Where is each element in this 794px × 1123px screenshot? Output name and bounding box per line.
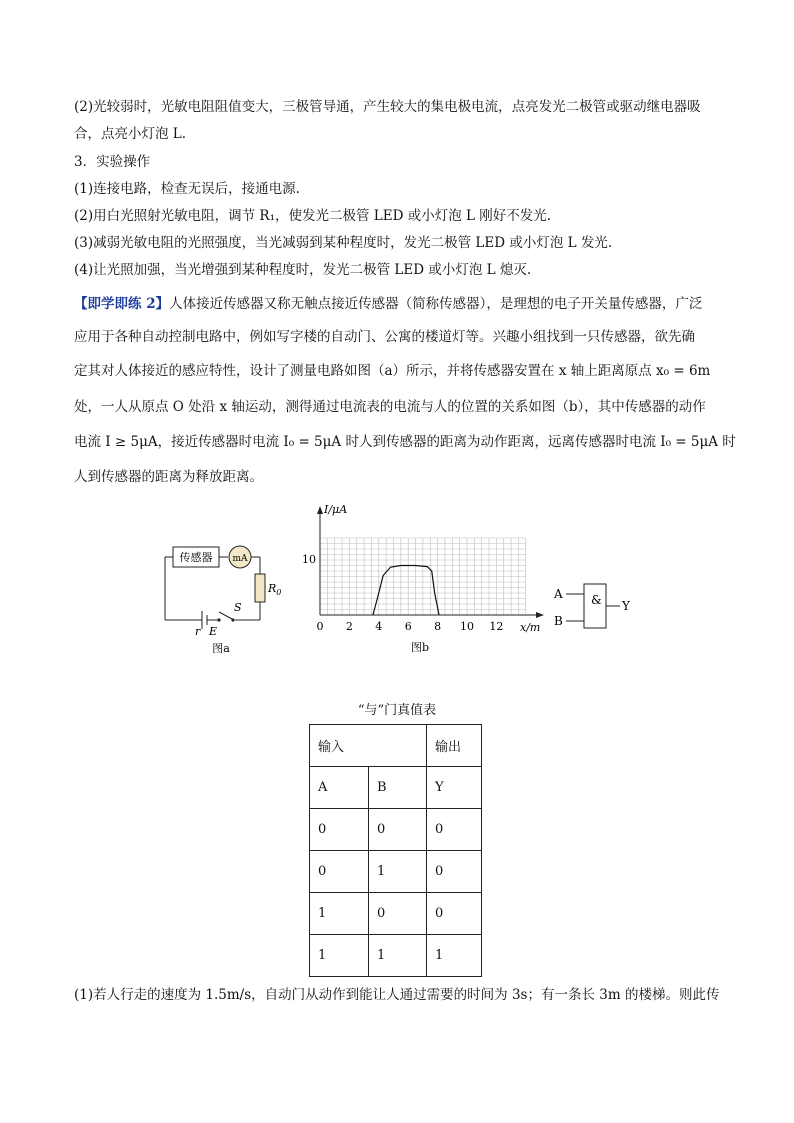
x-tick-label: 12 bbox=[489, 620, 504, 633]
table-cell: 0 bbox=[427, 893, 482, 935]
table-cell: 1 bbox=[310, 893, 369, 935]
table-row bbox=[310, 893, 482, 935]
question-line: 定其对人体接近的感应特性，设计了测量电路如图（a）所示，并将传感器安置在 x 轴上距离原点 x₀ = 6m bbox=[74, 363, 711, 379]
internal-resistance-label: r bbox=[195, 625, 201, 638]
x-axis-arrow-icon bbox=[536, 612, 544, 618]
paragraph-line: 合，点亮小灯泡 L. bbox=[74, 126, 187, 142]
table-cell: 0 bbox=[310, 809, 369, 851]
sub-question-1: (1)若人行走的速度为 1.5m/s，自动门从动作到能让人通过需要的时间为 3s；有一条长 3m 的楼梯。则此传 bbox=[74, 987, 720, 1003]
step-2: (2)用白光照射光敏电阻，调节 R₁，使发光二极管 LED 或小灯泡 L 刚好不发光. bbox=[74, 208, 552, 224]
gate-symbol: & bbox=[591, 593, 602, 607]
table-cell: 0 bbox=[427, 809, 482, 851]
y-axis-label: I/μA bbox=[324, 503, 348, 516]
figure-a-caption: 图a bbox=[212, 642, 230, 655]
table-cell: 0 bbox=[369, 809, 427, 851]
question-line: 人到传感器的距离为释放距离。 bbox=[74, 469, 263, 485]
table-row bbox=[310, 767, 482, 809]
column-header: Y bbox=[427, 767, 482, 809]
x-tick-label: 6 bbox=[404, 620, 412, 633]
table-row bbox=[310, 725, 482, 767]
column-header: A bbox=[310, 767, 369, 809]
table-row bbox=[310, 935, 482, 977]
table-cell: 0 bbox=[427, 851, 482, 893]
resistor-icon bbox=[255, 574, 265, 602]
section-heading: 3．实验操作 bbox=[74, 154, 151, 170]
chart-figure-b bbox=[300, 500, 550, 660]
truth-table bbox=[309, 724, 482, 977]
chart-grid bbox=[320, 538, 526, 615]
y-axis-arrow-icon bbox=[317, 506, 323, 514]
sensor-label: 传感器 bbox=[179, 551, 213, 564]
table-cell: 0 bbox=[369, 893, 427, 935]
question-line: 处，一人从原点 O 处沿 x 轴运动，测得通过电流表的电流与人的位置的关系如图（b），其中传感器的动作 bbox=[74, 399, 706, 415]
switch-icon bbox=[219, 612, 232, 619]
x-tick-label: 10 bbox=[460, 620, 474, 633]
ammeter-label: mA bbox=[232, 554, 248, 564]
x-tick-label: 4 bbox=[375, 620, 383, 633]
step-1: (1)连接电路，检查无误后，接通电源. bbox=[74, 181, 300, 197]
x-tick-label: 2 bbox=[345, 620, 353, 633]
x-tick-label: 0 bbox=[316, 620, 324, 633]
circuit-figure-a bbox=[155, 530, 285, 660]
gate-input-a: A bbox=[554, 587, 563, 601]
x-axis-label: x/m bbox=[520, 621, 541, 634]
table-row bbox=[310, 809, 482, 851]
step-4: (4)让光照加强，当光增强到某种程度时，发光二极管 LED 或小灯泡 L 熄灭. bbox=[74, 262, 532, 278]
gate-output-y: Y bbox=[622, 599, 630, 613]
table-cell: 1 bbox=[310, 935, 369, 977]
gate-input-b: B bbox=[554, 614, 563, 628]
question-line: 电流 I ≥ 5μA，接近传感器时电流 I₀ = 5μA 时人到传感器的距离为动作距离，远离传感器时电流 I₀ = 5μA 时 bbox=[74, 434, 736, 450]
and-gate-figure bbox=[548, 578, 638, 634]
switch-label: S bbox=[234, 601, 242, 614]
table-cell: 1 bbox=[369, 851, 427, 893]
emf-label: E bbox=[209, 625, 218, 638]
step-3: (3)减弱光敏电阻的光照强度，当光减弱到某种程度时，发光二极管 LED 或小灯泡 L 发光. bbox=[74, 235, 613, 251]
table-row bbox=[310, 851, 482, 893]
paragraph-line: (2)光较弱时，光敏电阻阻值变大，三极管导通，产生较大的集电极电流，点亮发光二极管或驱动继电器吸 bbox=[74, 99, 701, 115]
header-output: 输出 bbox=[427, 725, 482, 767]
header-input: 输入 bbox=[310, 725, 427, 767]
y-tick-10: 10 bbox=[302, 553, 316, 566]
resistor-label: $R_0$ bbox=[268, 582, 282, 597]
figure-b-caption: 图b bbox=[410, 641, 430, 654]
current-curve bbox=[373, 566, 439, 616]
x-tick-label: 8 bbox=[434, 620, 442, 633]
column-header: B bbox=[369, 767, 427, 809]
table-cell: 1 bbox=[427, 935, 482, 977]
question-line: 应用于各种自动控制电路中，例如写字楼的自动门、公寓的楼道灯等。兴趣小组找到一只传感器，欲先确 bbox=[74, 329, 695, 345]
table-cell: 1 bbox=[369, 935, 427, 977]
question-text: 人体接近传感器又称无触点接近传感器（简称传感器），是理想的电子开关量传感器，广泛 bbox=[169, 296, 703, 312]
table-cell: 0 bbox=[310, 851, 369, 893]
truth-table-title: “与”门真值表 bbox=[357, 703, 437, 718]
question-line bbox=[74, 294, 702, 314]
question-tag: 【即学即练 2】 bbox=[74, 296, 170, 312]
